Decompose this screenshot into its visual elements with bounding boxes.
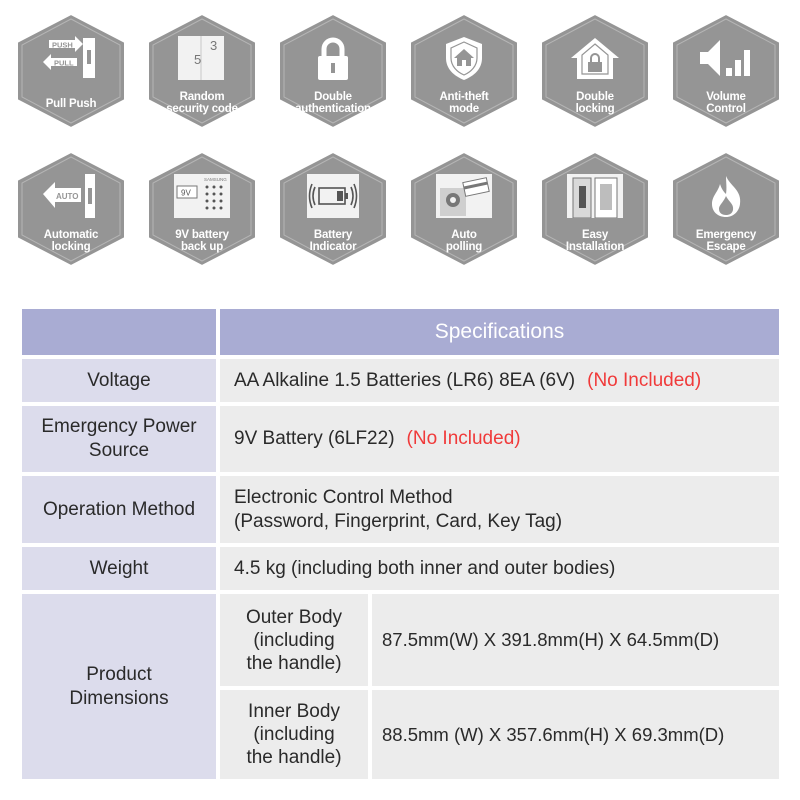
table-header-blank [22,309,216,355]
emergency-label-line-2: Source [88,440,150,461]
inner-body-line-1: Inner Body [248,701,340,722]
feature-volume-control [670,12,782,130]
feature-label: Automatic locking [43,229,99,253]
svg-text:SAMSUNG: SAMSUNG [204,177,227,182]
dimensions-label-line-2: Dimensions [69,687,169,709]
table-header-title: Specifications [220,309,779,355]
feature-easy-installation [539,150,651,268]
operation-method-value [220,476,779,543]
battery-indicator-icon [305,174,361,218]
svg-text:9V: 9V [181,188,191,198]
feature-9v-backup [146,150,258,268]
feature-emergency-escape [670,150,782,268]
auto-lock-icon [43,174,99,218]
keypad-battery-icon [174,174,230,218]
feature-random-code [146,12,258,130]
card-reader-icon [436,174,492,218]
emergency-power-value [220,406,779,472]
feature-label: Double locking [575,91,615,115]
dimensions-label-line-1: Product [86,663,152,685]
feature-label: Volume Control [706,91,746,115]
outer-body-line-3: the handle) [246,652,342,674]
feature-double-auth [277,12,389,130]
svg-text:AUTO: AUTO [56,192,79,201]
speaker-volume-icon [698,36,754,80]
emergency-text: 9V Battery (6LF22) [234,428,395,449]
outer-body-line-2: (including [253,629,335,651]
pull-push-door-icon [43,36,99,80]
svg-text:5: 5 [194,52,202,67]
svg-text:PUSH: PUSH [52,40,73,50]
svg-text:3: 3 [210,38,218,53]
weight-label: Weight [22,547,216,590]
feature-label: Battery Indicator [309,229,357,253]
voltage-not-included: (No Included) [587,369,702,391]
feature-label: 9V battery back up [175,229,229,253]
operation-line-2: (Password, Fingerprint, Card, Key Tag) [234,510,563,532]
feature-label: Double authentication [295,91,371,115]
emergency-not-included: (No Included) [406,428,521,449]
random-code-icon [174,36,230,80]
feature-double-locking [539,12,651,130]
weight-value: 4.5 kg (including both inner and outer bodies) [220,547,779,590]
voltage-label: Voltage [22,359,216,402]
feature-auto-polling [408,150,520,268]
product-dimensions-label [22,594,216,779]
operation-line-1: Electronic Control Method [234,486,453,508]
voltage-value [220,359,779,402]
inner-body-line-3: the handle) [246,747,342,768]
feature-auto-locking [15,150,127,268]
outer-body-value: 87.5mm(W) X 391.8mm(H) X 64.5mm(D) [372,594,779,686]
outer-body-line-1: Outer Body [245,606,343,628]
flame-icon [698,174,754,218]
voltage-text: AA Alkaline 1.5 Batteries (LR6) 8EA (6V) [234,369,576,391]
emergency-label-line-1: Emergency Power [41,416,197,437]
feature-label: Random security code [166,91,238,115]
shield-house-icon [436,36,492,80]
feature-battery-indicator [277,150,389,268]
emergency-power-label [22,406,216,472]
feature-label: Pull Push [45,98,97,110]
house-lock-icon [567,36,623,80]
inner-body-value: 88.5mm (W) X 357.6mm(H) X 69.3mm(D) [372,690,779,779]
feature-label: Easy Installation [565,229,625,253]
padlock-icon [305,36,361,80]
feature-label: Auto polling [445,229,483,253]
feature-label: Anti-theft mode [439,91,489,115]
outer-body-label [220,594,368,686]
feature-label: Emergency Escape [695,229,757,253]
feature-pull-push [15,12,127,130]
svg-text:PULL: PULL [54,58,74,68]
inner-body-label [220,690,368,779]
specifications-table [22,309,779,779]
feature-anti-theft [408,12,520,130]
feature-icons [0,0,800,300]
door-install-icon [567,174,623,218]
operation-method-label: Operation Method [22,476,216,543]
inner-body-line-2: (including [253,724,335,745]
